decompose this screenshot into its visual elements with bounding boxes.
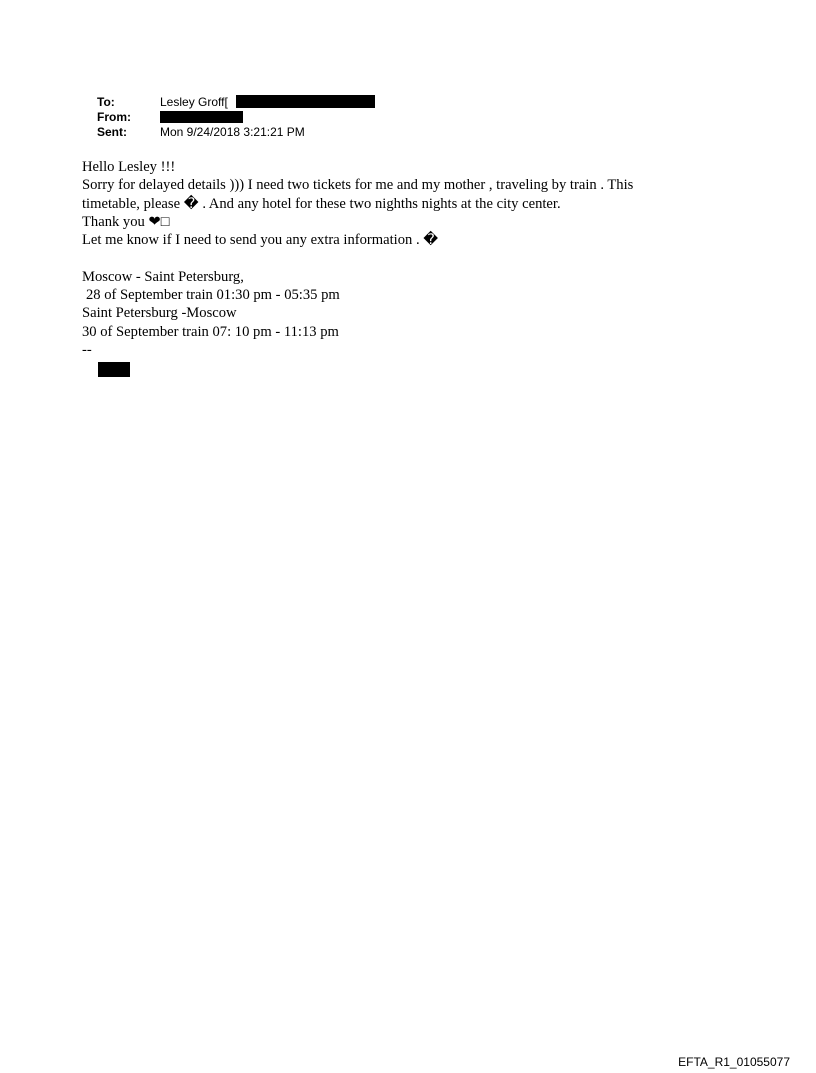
sent-value: Mon 9/24/2018 3:21:21 PM — [160, 125, 305, 139]
body-line: Thank you ❤□ — [82, 213, 170, 230]
from-label: From: — [97, 110, 131, 124]
redaction-bar — [160, 111, 243, 123]
body-line: Sorry for delayed details ))) I need two tickets for me and my mother , traveling by train . This — [82, 177, 634, 194]
body-line: timetable, please � . And any hotel for these two nighths nights at the city center. — [82, 195, 561, 212]
redaction-bar — [236, 95, 375, 108]
body-line: Let me know if I need to send you any extra information . � — [82, 232, 439, 249]
blank-line — [82, 249, 633, 267]
greeting: Hello Lesley !!! — [82, 159, 176, 175]
route-outbound-time: 28 of September train 01:30 pm - 05:35 pm — [86, 287, 340, 304]
route-return-time: 30 of September train 07: 10 pm - 11:13 pm — [82, 323, 339, 340]
to-value: Lesley Groff[ — [160, 95, 228, 109]
signature-redaction — [98, 362, 130, 377]
to-label: To: — [97, 95, 115, 109]
route-return: Saint Petersburg -Moscow — [82, 305, 237, 322]
signature-separator: -- — [82, 341, 92, 358]
route-outbound: Moscow - Saint Petersburg, — [82, 268, 244, 285]
document-id: EFTA_R1_01055077 — [678, 1055, 790, 1069]
email-body — [82, 158, 633, 377]
sent-label: Sent: — [97, 125, 127, 139]
